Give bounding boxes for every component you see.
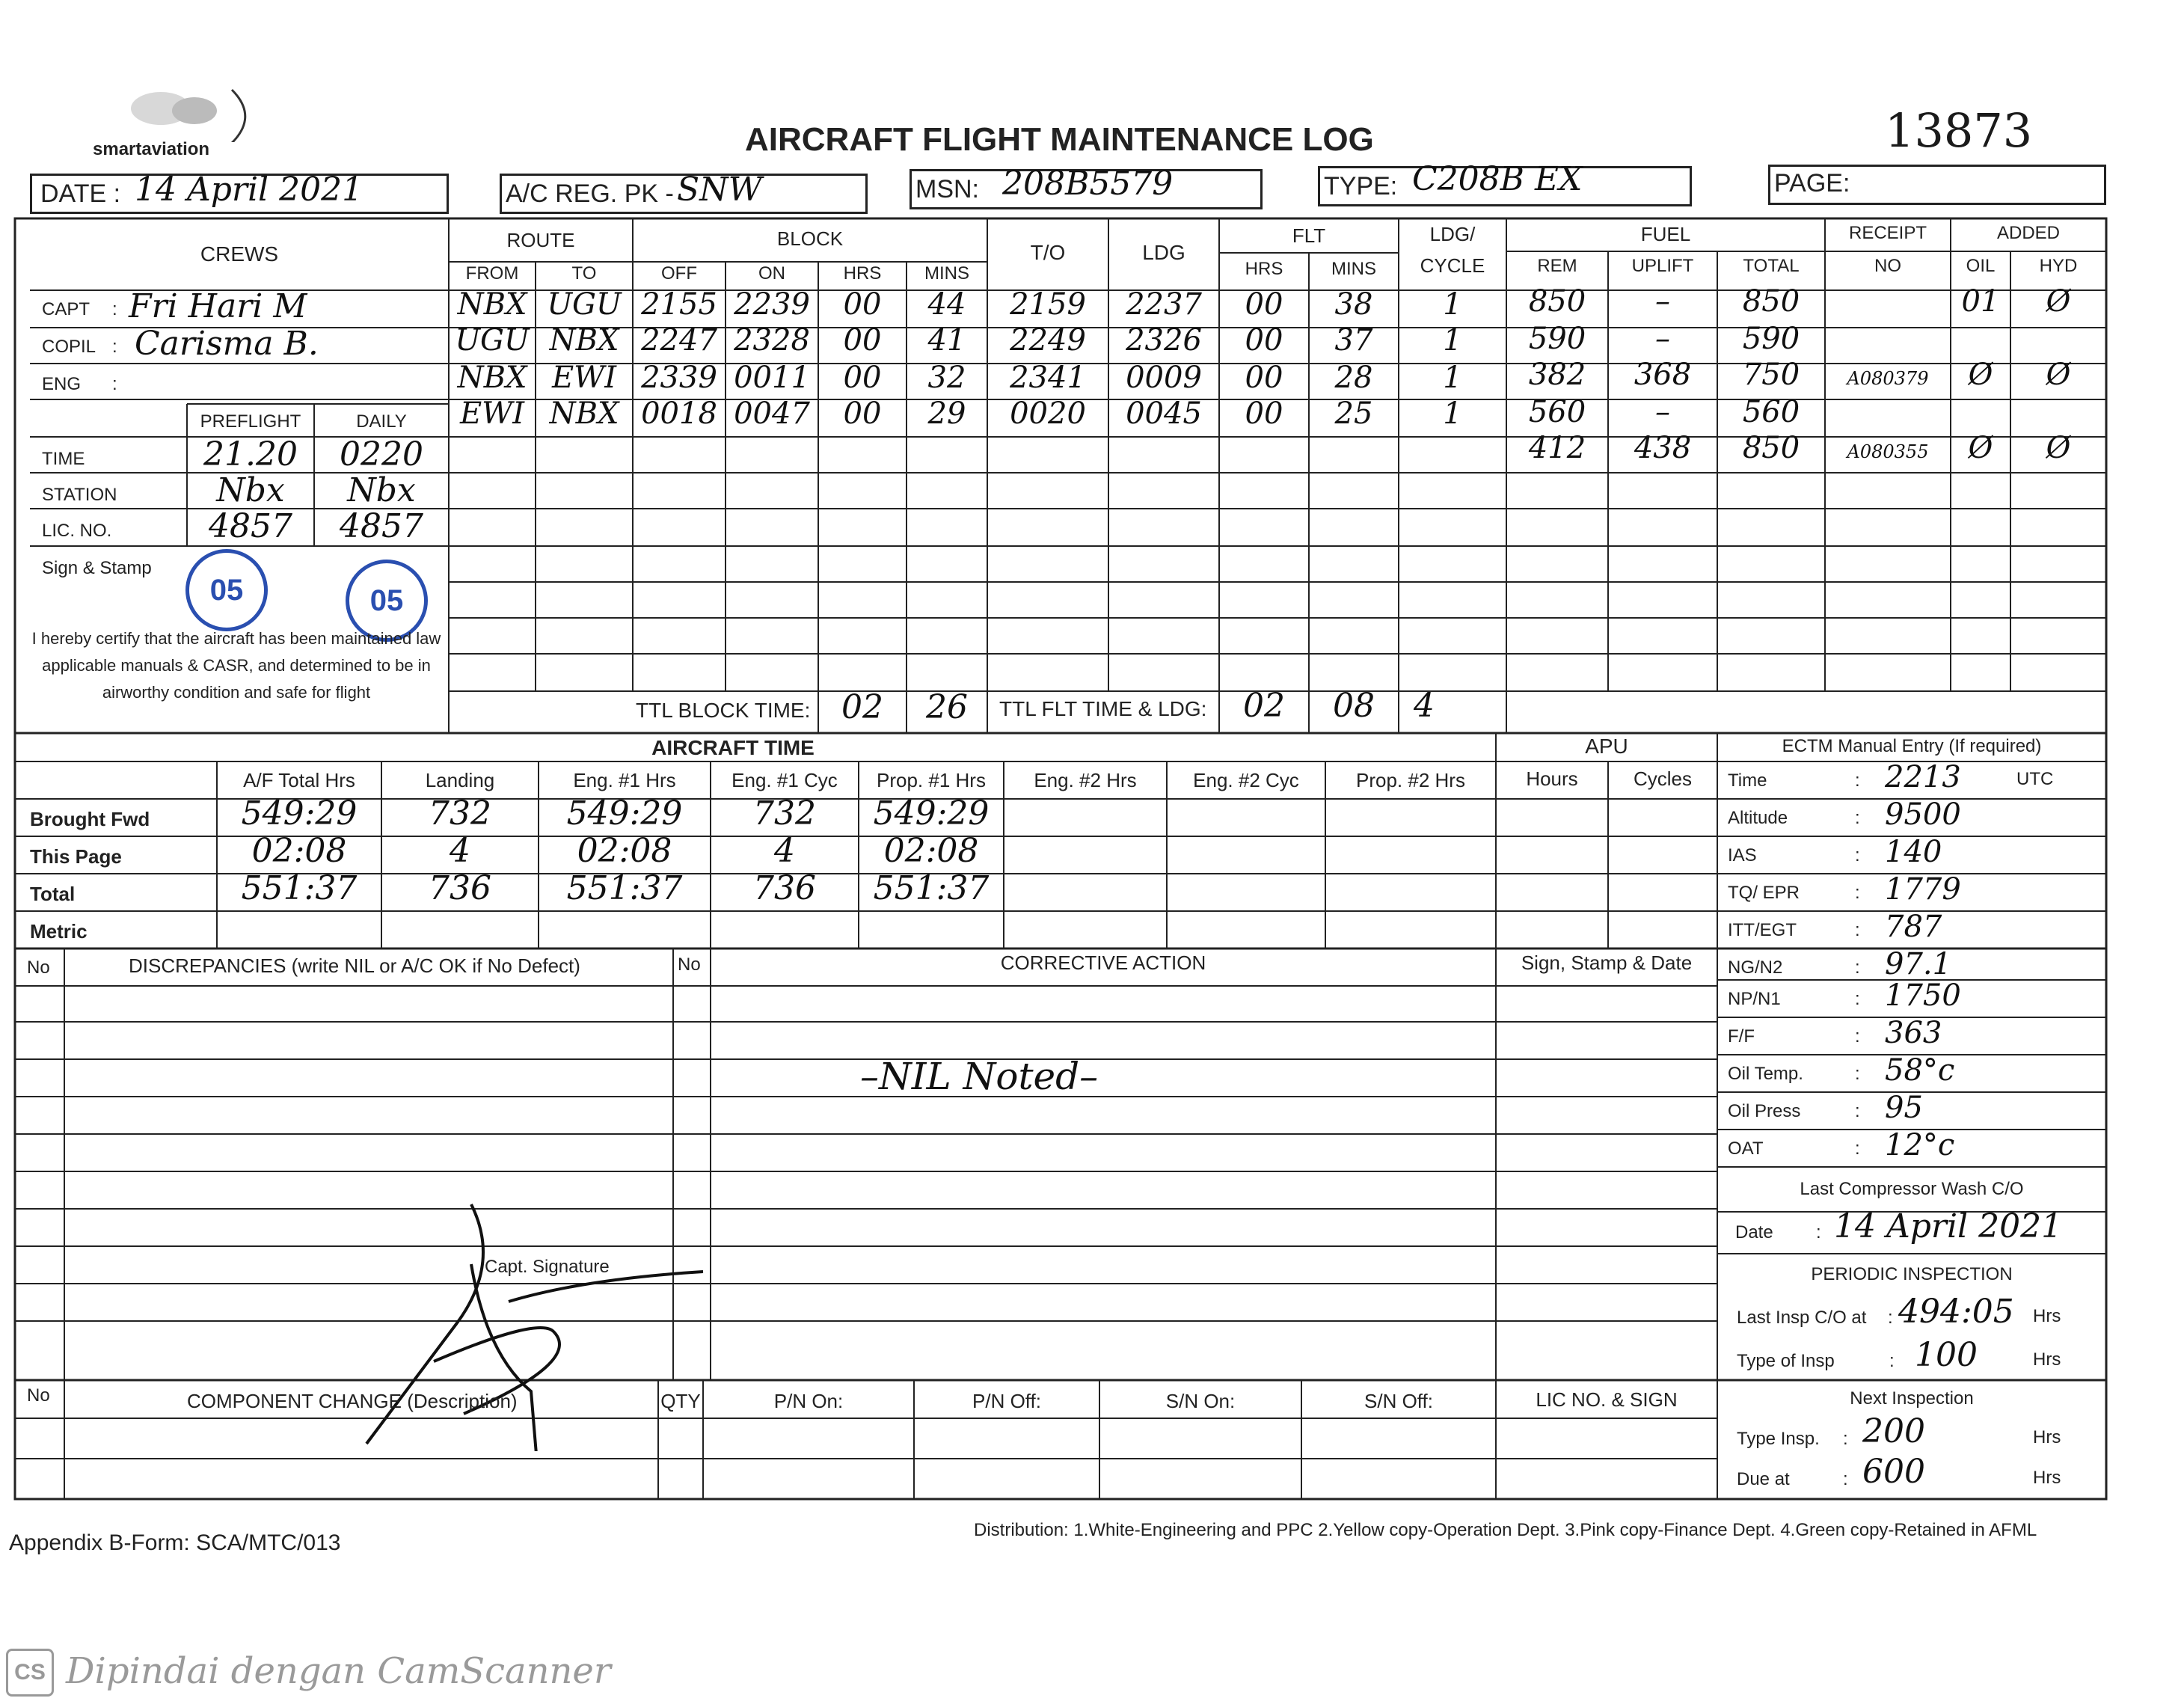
aircraft-time-cell: 4 [450, 832, 470, 870]
ectm-label: NG/N2 [1728, 957, 1783, 978]
flight-to_time-cell: 2341 [1010, 361, 1086, 395]
fuel-rem-cell: 850 [1528, 284, 1586, 319]
flight-flt_mins-cell: 25 [1334, 396, 1373, 431]
ectm-label: IAS [1728, 845, 1757, 865]
flight-from-cell: NBX [457, 287, 527, 322]
fuel-hyd-cell: Ø [2046, 431, 2071, 465]
ectm-value: 9500 [1885, 797, 1961, 832]
next-type-colon: : [1843, 1429, 1848, 1449]
ttl-flt-label: TTL FLT TIME & LDG: [999, 697, 1207, 720]
aircraft-time-title: AIRCRAFT TIME [651, 736, 815, 759]
type-insp-hrs: Hrs [2033, 1349, 2061, 1370]
flight-hrs-cell: 00 [843, 396, 882, 431]
ectm-value: 58°c [1885, 1053, 1955, 1088]
flt-mins-header: MINS [1331, 259, 1376, 279]
flight-from-cell: UGU [455, 323, 530, 358]
flight-on-cell: 0011 [734, 361, 810, 395]
flight-hrs-cell: 00 [843, 287, 882, 322]
rem-header: REM [1537, 256, 1577, 276]
oil-header: OIL [1966, 256, 1996, 276]
station-label: STATION [42, 485, 117, 505]
copil-colon: : [112, 337, 117, 357]
ectm-label: ITT/EGT [1728, 920, 1797, 940]
type-value: C208B EX [1412, 160, 1583, 198]
fuel-receipt-cell: A080379 [1847, 368, 1929, 389]
capt-colon: : [112, 299, 117, 319]
flight-to-cell: UGU [547, 287, 622, 322]
aircraft-time-header: Eng. #1 Cyc [731, 769, 838, 791]
sign-stamp-label: Sign & Stamp [42, 558, 152, 578]
fuel-total-cell: 850 [1742, 431, 1800, 465]
aircraft-time-row-label: Brought Fwd [30, 808, 150, 830]
ectm-label: Time [1728, 770, 1767, 791]
aircraft-time-header: Prop. #1 Hrs [877, 769, 986, 791]
fuel-uplift-cell: – [1655, 322, 1670, 356]
fuel-uplift-cell: 368 [1634, 358, 1692, 392]
comp-pn-off: P/N Off: [972, 1390, 1041, 1412]
flight-off-cell: 0018 [641, 396, 717, 431]
ectm-value: 2213 [1885, 760, 1961, 794]
form-title: AIRCRAFT FLIGHT MAINTENANCE LOG [745, 121, 1374, 158]
fuel-total-cell: 750 [1742, 358, 1800, 392]
ectm-label: OAT [1728, 1138, 1764, 1159]
ttl-block-label: TTL BLOCK TIME: [636, 699, 811, 722]
page-label: PAGE: [1774, 169, 1850, 197]
ectm-value: 97.1 [1885, 947, 1952, 981]
ectm-colon: : [1855, 845, 1860, 865]
lic-label: LIC. NO. [42, 521, 112, 541]
next-type-label: Type Insp. [1737, 1429, 1820, 1449]
aircraft-time-cell: 549:29 [566, 794, 683, 833]
capt-value: Fri Hari M [129, 287, 307, 325]
flight-flt_hrs-cell: 00 [1245, 287, 1283, 322]
flt-header: FLT [1292, 224, 1326, 247]
flight-flt_mins-cell: 38 [1334, 287, 1373, 322]
type-insp-value: 100 [1915, 1336, 1978, 1374]
log-number: 13873 [1885, 103, 2033, 158]
flight-cycle-cell: 1 [1443, 287, 1462, 322]
date-label: DATE : [40, 180, 121, 208]
aircraft-time-cell: 732 [753, 794, 816, 833]
wash-title: Last Compressor Wash C/O [1800, 1179, 2024, 1199]
copil-value: Carisma B. [135, 325, 319, 363]
ectm-colon: : [1855, 883, 1860, 903]
logo-text: smartaviation [93, 139, 210, 159]
date-value: 14 April 2021 [135, 171, 364, 209]
fuel-oil-cell: Ø [1968, 358, 1993, 392]
ectm-label: TQ/ EPR [1728, 883, 1800, 903]
ttl-flt-hrs: 02 [1243, 687, 1285, 725]
aircraft-time-cell: 02:08 [251, 832, 347, 870]
flight-mins-cell: 44 [927, 287, 966, 322]
flight-flt_mins-cell: 37 [1334, 323, 1373, 358]
comp-pn-on: P/N On: [773, 1390, 844, 1412]
sign-stamp-date: Sign, Stamp & Date [1521, 951, 1693, 974]
last-insp-colon: : [1888, 1308, 1893, 1328]
aircraft-time-header: Prop. #2 Hrs [1356, 769, 1465, 791]
receipt-no-header: NO [1874, 256, 1901, 276]
wash-date-label: Date [1735, 1222, 1773, 1242]
aircraft-time-header: Landing [425, 769, 495, 791]
fuel-hyd-cell: Ø [2046, 284, 2071, 319]
comp-no: No [27, 1385, 50, 1406]
captain-signature [359, 1197, 733, 1451]
ttl-flt-mins: 08 [1333, 687, 1375, 725]
aircraft-time-header: A/F Total Hrs [243, 769, 355, 791]
daily-label: DAILY [356, 411, 407, 432]
aircraft-time-cell: 736 [429, 869, 491, 907]
flight-cycle-cell: 1 [1443, 396, 1462, 431]
flight-cycle-cell: 1 [1443, 323, 1462, 358]
ectm-title: ECTM Manual Entry (If required) [1782, 736, 2042, 756]
flight-flt_hrs-cell: 00 [1245, 361, 1283, 395]
station-preflight: Nbx [216, 471, 285, 509]
fuel-rem-cell: 382 [1528, 358, 1586, 392]
flight-on-cell: 2239 [734, 287, 810, 322]
corr-no: No [678, 954, 701, 975]
added-header: ADDED [1996, 223, 2060, 243]
flight-to_time-cell: 2159 [1010, 287, 1086, 322]
lic-preflight: 4857 [209, 507, 292, 545]
disc-no: No [27, 957, 50, 978]
flight-ldg-cell: 0045 [1126, 396, 1202, 431]
flight-mins-cell: 29 [927, 396, 966, 431]
capt-label: CAPT [42, 299, 91, 319]
flt-hrs-header: HRS [1245, 259, 1283, 279]
copil-label: COPIL [42, 337, 96, 357]
due-hrs: Hrs [2033, 1468, 2061, 1488]
mins-header: MINS [924, 263, 969, 284]
flight-flt_hrs-cell: 00 [1245, 323, 1283, 358]
apu-hours: Hours [1526, 767, 1578, 790]
flight-on-cell: 0047 [734, 396, 810, 431]
capt-signature-label: Capt. Signature [485, 1257, 610, 1277]
distribution-note: Distribution: 1.White-Engineering and PPC 2.Yellow copy-Operation Dept. 3.Pink copy-Finance Dept. 4.Green copy-Retained in AFML [974, 1520, 2037, 1540]
fuel-hyd-cell: Ø [2046, 358, 2071, 392]
flight-off-cell: 2247 [641, 323, 717, 358]
ldg-cycle-header-2: CYCLE [1420, 254, 1485, 277]
msn-value: 208B5579 [1002, 165, 1174, 203]
flight-hrs-cell: 00 [843, 361, 882, 395]
ttl-block-hrs: 02 [841, 688, 883, 726]
ttl-ldg: 4 [1414, 687, 1435, 725]
total-header: TOTAL [1743, 256, 1800, 276]
wash-date-colon: : [1816, 1222, 1821, 1242]
block-header: BLOCK [776, 227, 844, 250]
time-daily: 0220 [340, 435, 423, 474]
flight-mins-cell: 41 [927, 323, 966, 358]
time-preflight: 21.20 [203, 435, 298, 474]
on-header: ON [758, 263, 785, 284]
flight-cycle-cell: 1 [1443, 361, 1462, 395]
stamp-preflight: 05 [185, 549, 268, 631]
flight-from-cell: EWI [459, 396, 525, 431]
comp-qty: QTY [660, 1390, 701, 1412]
receipt-header: RECEIPT [1848, 223, 1927, 243]
to-header: TO [571, 263, 597, 284]
flight-to-cell: EWI [551, 361, 617, 395]
next-title: Next Inspection [1850, 1388, 1974, 1409]
flight-ldg-cell: 0009 [1126, 361, 1202, 395]
ectm-colon: : [1855, 1101, 1860, 1121]
certify-text: I hereby certify that the aircraft has been maintained law applicable manuals & CASR, and determined to be in airworthy condition and safe for flight [31, 629, 441, 702]
comp-lic: LIC NO. & SIGN [1536, 1388, 1678, 1411]
camscanner-text: Dipindai dengan CamScanner [66, 1650, 611, 1692]
flight-to_time-cell: 2249 [1010, 323, 1086, 358]
fuel-total-cell: 590 [1742, 322, 1800, 356]
aircraft-time-row-label: Metric [30, 920, 88, 943]
preflight-label: PREFLIGHT [200, 411, 301, 432]
fuel-receipt-cell: A080355 [1847, 441, 1929, 462]
ectm-value: 12°c [1885, 1128, 1955, 1162]
ectm-value: 1779 [1885, 872, 1961, 907]
flight-to_time-cell: 0020 [1010, 396, 1086, 431]
flight-ldg-cell: 2326 [1126, 323, 1202, 358]
next-type-value: 200 [1862, 1412, 1925, 1450]
ectm-colon: : [1855, 1026, 1860, 1046]
aircraft-time-row-label: This Page [30, 845, 122, 868]
aircraft-time-cell: 551:37 [241, 869, 358, 907]
form-code: Appendix B-Form: SCA/MTC/013 [9, 1530, 341, 1555]
type-label: TYPE: [1324, 172, 1398, 200]
ectm-colon: : [1855, 920, 1860, 940]
aircraft-time-cell: 551:37 [873, 869, 990, 907]
aircraft-time-cell: 4 [774, 832, 795, 870]
aircraft-time-cell: 549:29 [241, 794, 358, 833]
flight-to-cell: NBX [549, 323, 619, 358]
to-time-header: T/O [1030, 241, 1066, 264]
flight-mins-cell: 32 [927, 361, 966, 395]
disc-title: DISCREPANCIES (write NIL or A/C OK if No Defect) [129, 954, 580, 977]
comp-sn-off: S/N Off: [1364, 1390, 1433, 1412]
flight-ldg-cell: 2237 [1126, 287, 1202, 322]
msn-label: MSN: [915, 175, 979, 203]
crews-header: CREWS [200, 242, 279, 266]
apu-cycles: Cycles [1633, 767, 1692, 790]
ldg-cycle-header-1: LDG/ [1429, 223, 1476, 245]
hrs-header: HRS [843, 263, 882, 284]
flight-off-cell: 2339 [641, 361, 717, 395]
fuel-rem-cell: 560 [1528, 395, 1586, 429]
ectm-label: F/F [1728, 1026, 1755, 1046]
fuel-uplift-cell: – [1655, 395, 1670, 429]
flight-on-cell: 2328 [734, 323, 810, 358]
last-insp-hrs: Hrs [2033, 1306, 2061, 1326]
fuel-oil-cell: Ø [1968, 431, 1993, 465]
periodic-title: PERIODIC INSPECTION [1811, 1264, 2013, 1284]
lic-daily: 4857 [340, 507, 423, 545]
flight-to-cell: NBX [549, 396, 619, 431]
ectm-value: 363 [1885, 1016, 1942, 1050]
ectm-colon: : [1855, 808, 1860, 828]
wash-date-value: 14 April 2021 [1834, 1207, 2063, 1245]
aircraft-time-cell: 736 [753, 869, 816, 907]
aircraft-time-cell: 02:08 [883, 832, 979, 870]
fuel-header: FUEL [1640, 223, 1691, 245]
apu-title: APU [1585, 735, 1628, 758]
aircraft-time-header: Eng. #2 Cyc [1193, 769, 1299, 791]
ectm-utc: UTC [2016, 769, 2054, 789]
aircraft-time-header: Eng. #1 Hrs [573, 769, 676, 791]
off-header: OFF [661, 263, 697, 284]
ectm-colon: : [1855, 770, 1860, 791]
ectm-value: 1750 [1885, 978, 1961, 1013]
due-value: 600 [1862, 1453, 1925, 1491]
ttl-block-mins: 26 [926, 688, 968, 726]
eng-label: ENG [42, 374, 82, 394]
comp-desc: COMPONENT CHANGE (Description) [187, 1390, 518, 1412]
reg-value: SNW [677, 171, 762, 209]
ectm-label: Altitude [1728, 808, 1788, 828]
reg-label: A/C REG. PK - [506, 180, 674, 208]
ectm-colon: : [1855, 1064, 1860, 1084]
stamp-daily: 05 [346, 560, 428, 642]
ectm-colon: : [1855, 1138, 1860, 1159]
station-daily: Nbx [347, 471, 416, 509]
fuel-uplift-cell: 438 [1634, 431, 1692, 465]
fuel-uplift-cell: – [1655, 284, 1670, 319]
ectm-value: 787 [1885, 910, 1942, 944]
flight-flt_hrs-cell: 00 [1245, 396, 1283, 431]
fuel-total-cell: 850 [1742, 284, 1800, 319]
type-insp-colon: : [1889, 1351, 1895, 1371]
uplift-header: UPLIFT [1631, 256, 1694, 276]
flight-hrs-cell: 00 [843, 323, 882, 358]
ectm-colon: : [1855, 957, 1860, 978]
eng-colon: : [112, 374, 117, 394]
comp-sn-on: S/N On: [1165, 1390, 1236, 1412]
last-insp-value: 494:05 [1898, 1293, 2014, 1331]
last-insp-label: Last Insp C/O at [1737, 1308, 1867, 1328]
due-label: Due at [1737, 1469, 1790, 1489]
from-header: FROM [465, 263, 519, 284]
ectm-value: 140 [1885, 835, 1942, 869]
aircraft-time-cell: 732 [429, 794, 491, 833]
aircraft-time-cell: 551:37 [566, 869, 683, 907]
ectm-label: Oil Press [1728, 1101, 1801, 1121]
flight-from-cell: NBX [457, 361, 527, 395]
ectm-colon: : [1855, 989, 1860, 1009]
ectm-label: NP/N1 [1728, 989, 1781, 1009]
aircraft-time-header: Eng. #2 Hrs [1034, 769, 1137, 791]
ectm-label: Oil Temp. [1728, 1064, 1803, 1084]
nil-noted: –NIL Noted– [860, 1055, 1099, 1098]
next-type-hrs: Hrs [2033, 1427, 2061, 1447]
route-header: ROUTE [506, 229, 575, 251]
time-label: TIME [42, 449, 85, 469]
corrective-title: CORRECTIVE ACTION [1000, 951, 1206, 974]
flight-off-cell: 2155 [641, 287, 717, 322]
type-insp-label: Type of Insp [1737, 1351, 1835, 1371]
hyd-header: HYD [2039, 256, 2078, 276]
aircraft-time-cell: 02:08 [577, 832, 672, 870]
fuel-rem-cell: 412 [1528, 431, 1586, 465]
fuel-total-cell: 560 [1742, 395, 1800, 429]
ectm-value: 95 [1885, 1091, 1923, 1125]
flight-flt_mins-cell: 28 [1334, 361, 1373, 395]
fuel-rem-cell: 590 [1528, 322, 1586, 356]
camscanner-badge: CS [6, 1649, 54, 1697]
aircraft-time-row-label: Total [30, 883, 76, 905]
fuel-oil-cell: 01 [1961, 284, 2000, 319]
aircraft-time-cell: 549:29 [873, 794, 990, 833]
ldg-header: LDG [1142, 241, 1185, 264]
due-colon: : [1843, 1469, 1848, 1489]
